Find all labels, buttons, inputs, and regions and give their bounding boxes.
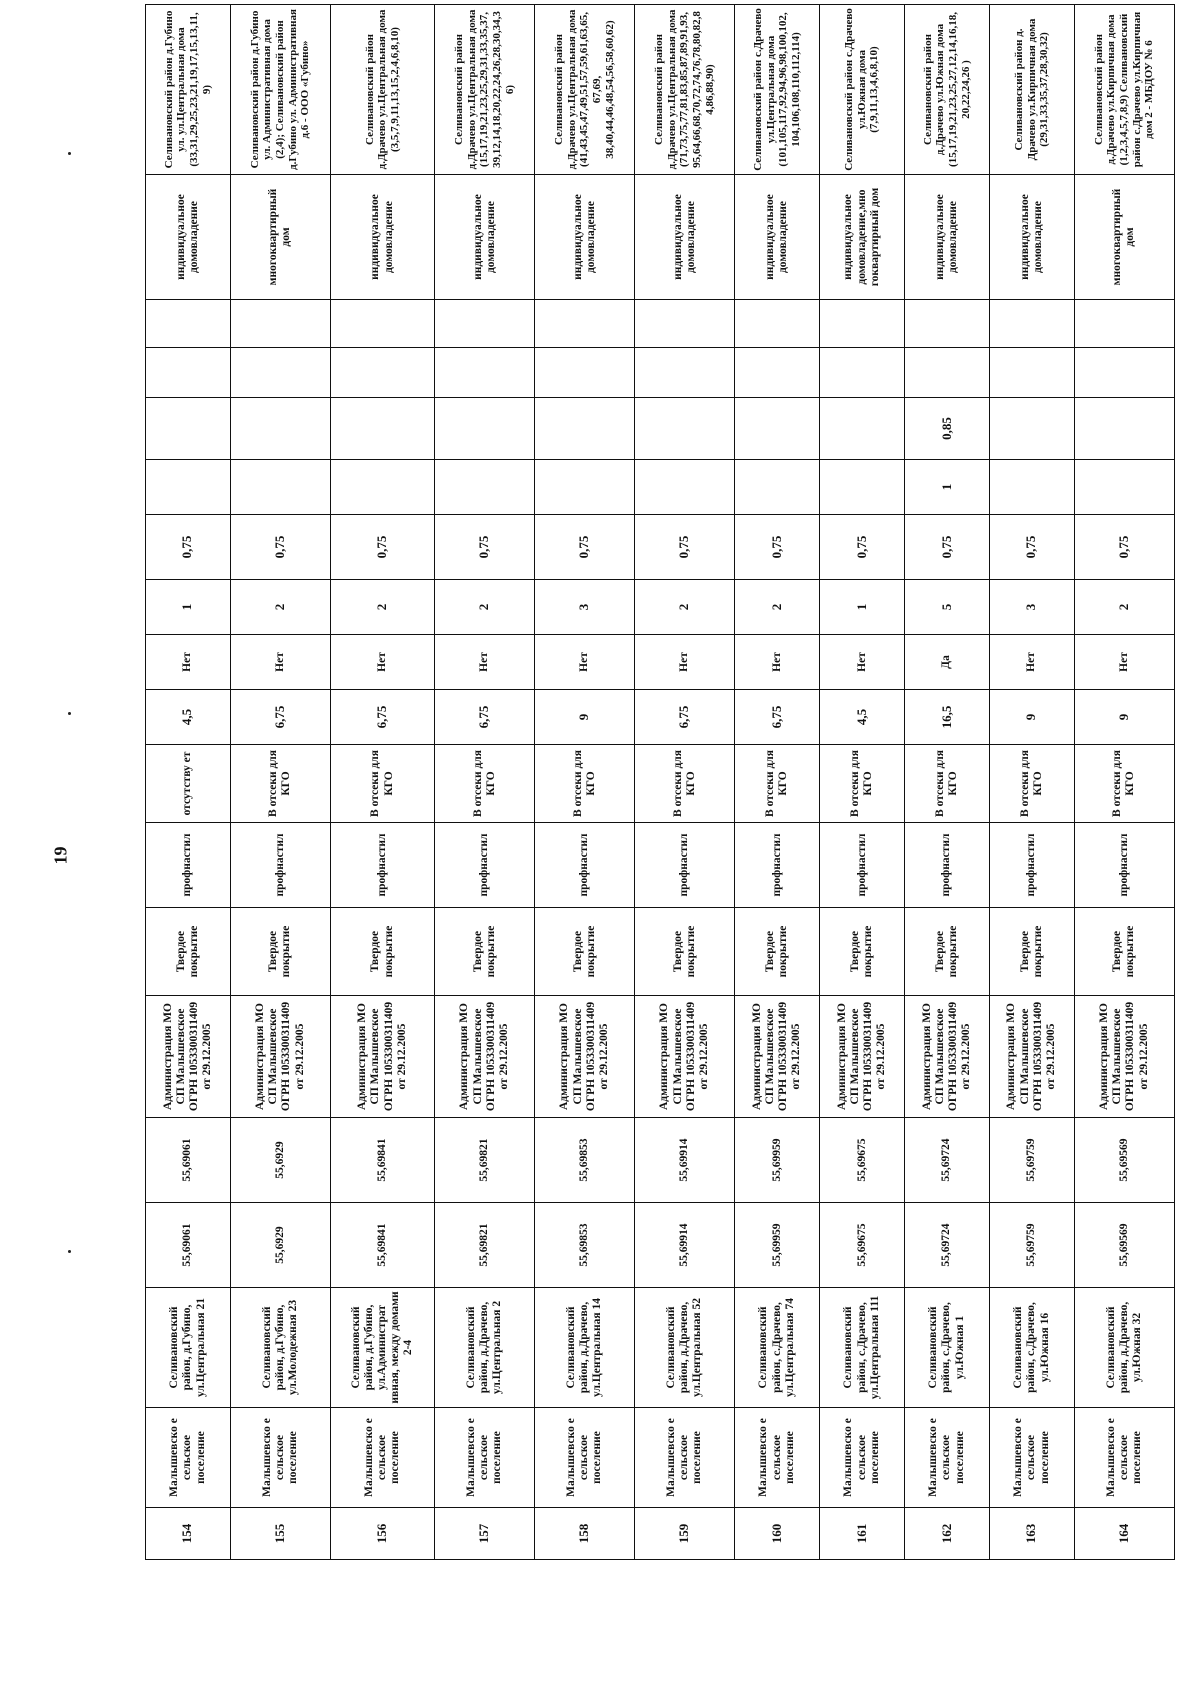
cell-container-volume: 0,75 [230,515,330,580]
cell-empty [905,300,990,348]
cell-container-count: 5 [905,580,990,635]
cell-container-type: отсутству ет [146,745,231,823]
cell-fence: профнастил [230,823,330,908]
cell-container-count: 2 [735,580,820,635]
cell-area: 6,75 [435,690,535,745]
cell-location: Селивановский район, д.Драчево, ул.Центральная 2 [435,1288,535,1408]
cell-extra-volume [535,398,635,460]
cell-fence: профнастил [820,823,905,908]
cell-extra-volume [435,398,535,460]
cell-owner: Администрация МО СП Малышевское ОГРН 1053300311409 от 29.12.2005 [820,996,905,1118]
cell-settlement: Малышевско е сельское поселение [435,1408,535,1508]
waste-sites-table [145,4,1175,1560]
table-row [330,5,434,1560]
cell-row-number: 159 [635,1508,735,1560]
cell-extra-volume [989,398,1074,460]
cell-area: 4,5 [146,690,231,745]
cell-empty [230,300,330,348]
cell-settlement: Малышевско е сельское поселение [989,1408,1074,1508]
cell-surface: Твердое покрытие [330,908,434,996]
cell-extra-volume [1074,398,1174,460]
cell-served-addresses: Селивановский район с.Драчево ул.Южная дома (7,9,11,13,4,6,8,10) [820,5,905,175]
cell-area: 4,5 [820,690,905,745]
cell-row-number: 164 [1074,1508,1174,1560]
cell-container-type: В отсеки для КГО [1074,745,1174,823]
cell-empty [435,348,535,398]
cell-container-type: В отсеки для КГО [635,745,735,823]
cell-empty [735,300,820,348]
cell-extra-count [535,460,635,515]
cell-roof: Нет [820,635,905,690]
cell-roof: Нет [330,635,434,690]
cell-container-count: 2 [330,580,434,635]
cell-building-type: индивидуальное домовладение [435,175,535,300]
cell-container-type: В отсеки для КГО [435,745,535,823]
cell-empty [735,348,820,398]
cell-extra-count [230,460,330,515]
cell-roof: Нет [535,635,635,690]
cell-longitude: 55,6929 [230,1118,330,1203]
cell-extra-volume [230,398,330,460]
cell-latitude: 55,69841 [330,1203,434,1288]
cell-owner: Администрация МО СП Малышевское ОГРН 1053300311409 от 29.12.2005 [735,996,820,1118]
cell-longitude: 55,69841 [330,1118,434,1203]
cell-fence: профнастил [435,823,535,908]
cell-surface: Твердое покрытие [989,908,1074,996]
table-row [635,5,735,1560]
cell-settlement: Малышевско е сельское поселение [820,1408,905,1508]
cell-served-addresses: Селивановский район д. Драчево ул.Кирпичная дома (29,31,33,35,37,28,30,32) [989,5,1074,175]
cell-container-type: В отсеки для КГО [820,745,905,823]
table-row [905,5,990,1560]
table-row [435,5,535,1560]
cell-fence: профнастил [735,823,820,908]
cell-latitude: 55,69569 [1074,1203,1174,1288]
cell-container-volume: 0,75 [146,515,231,580]
cell-roof: Нет [146,635,231,690]
cell-row-number: 157 [435,1508,535,1560]
cell-served-addresses: Селивановский район д.Драчево ул.Центральная дома (3,5,7,9,11,13,15,2,4,6,8,10) [330,5,434,175]
cell-settlement: Малышевско е сельское поселение [635,1408,735,1508]
cell-row-number: 156 [330,1508,434,1560]
cell-building-type: индивидуальное домовладение [535,175,635,300]
cell-served-addresses: Селивановский район д.Драчево ул.Центральная дома (15,17,19,21,23,25,29,31,33,35,37, 39,12,14,18,20,22,24,26,28,30,34,3 6) [435,5,535,175]
cell-latitude: 55,69959 [735,1203,820,1288]
cell-roof: Нет [635,635,735,690]
cell-surface: Твердое покрытие [820,908,905,996]
cell-container-volume: 0,75 [989,515,1074,580]
cell-empty [635,348,735,398]
cell-fence: профнастил [535,823,635,908]
cell-location: Селивановский район, д.Губино, ул.Центральная 21 [146,1288,231,1408]
cell-latitude: 55,69061 [146,1203,231,1288]
cell-settlement: Малышевско е сельское поселение [735,1408,820,1508]
cell-location: Селивановский район, д.Губино, ул.Администрат ивная, между домами 2-4 [330,1288,434,1408]
cell-surface: Твердое покрытие [535,908,635,996]
table-row [735,5,820,1560]
cell-building-type: индивидуальное домовладение,мно гоквартирный дом [820,175,905,300]
cell-latitude: 55,69853 [535,1203,635,1288]
cell-row-number: 161 [820,1508,905,1560]
cell-owner: Администрация МО СП Малышевское ОГРН 1053300311409 от 29.12.2005 [535,996,635,1118]
cell-longitude: 55,69569 [1074,1118,1174,1203]
cell-owner: Администрация МО СП Малышевское ОГРН 1053300311409 от 29.12.2005 [435,996,535,1118]
cell-container-volume: 0,75 [635,515,735,580]
cell-empty [435,300,535,348]
cell-roof: Нет [735,635,820,690]
page-number: 19 [50,846,71,865]
cell-row-number: 160 [735,1508,820,1560]
cell-served-addresses: Селивановский район д.Губино ул. ул.Центральная дома (33,31,29,25,23,21,19,17,15,13,11, 9) [146,5,231,175]
cell-longitude: 55,69959 [735,1118,820,1203]
cell-surface: Твердое покрытие [905,908,990,996]
cell-area: 9 [989,690,1074,745]
cell-location: Селивановский район, д.Драчево, ул.Центральная 14 [535,1288,635,1408]
cell-container-volume: 0,75 [735,515,820,580]
cell-location: Селивановский район, д.Драчево, ул.Центральная 52 [635,1288,735,1408]
cell-area: 6,75 [330,690,434,745]
cell-roof: Да [905,635,990,690]
cell-container-count: 2 [635,580,735,635]
cell-surface: Твердое покрытие [230,908,330,996]
cell-empty [146,300,231,348]
cell-settlement: Малышевско е сельское поселение [1074,1408,1174,1508]
cell-location: Селивановский район, с.Драчево, ул.Южная 1 [905,1288,990,1408]
cell-container-count: 1 [146,580,231,635]
cell-extra-count [1074,460,1174,515]
cell-fence: профнастил [146,823,231,908]
cell-latitude: 55,6929 [230,1203,330,1288]
cell-extra-volume: 0,85 [905,398,990,460]
table-row [230,5,330,1560]
cell-container-count: 2 [435,580,535,635]
table-row [535,5,635,1560]
cell-container-volume: 0,75 [435,515,535,580]
cell-building-type: многоквартирный дом [1074,175,1174,300]
cell-empty [905,348,990,398]
cell-longitude: 55,69724 [905,1118,990,1203]
cell-longitude: 55,69675 [820,1118,905,1203]
cell-empty [989,300,1074,348]
cell-container-type: В отсеки для КГО [330,745,434,823]
cell-served-addresses: Селивановский район с.Драчево ул.Центральная дома (101,105,117,92,94,96,98,100,102, 104,106,108,110,112,114) [735,5,820,175]
cell-building-type: индивидуальное домовладение [635,175,735,300]
table-row [1074,5,1174,1560]
cell-building-type: индивидуальное домовладение [146,175,231,300]
cell-surface: Твердое покрытие [435,908,535,996]
scan-speck [68,1250,71,1253]
cell-container-volume: 0,75 [905,515,990,580]
cell-row-number: 162 [905,1508,990,1560]
cell-row-number: 154 [146,1508,231,1560]
cell-building-type: индивидуальное домовладение [735,175,820,300]
cell-fence: профнастил [1074,823,1174,908]
cell-container-count: 3 [535,580,635,635]
cell-empty [635,300,735,348]
cell-longitude: 55,69853 [535,1118,635,1203]
cell-extra-count [146,460,231,515]
cell-row-number: 163 [989,1508,1074,1560]
cell-extra-volume [820,398,905,460]
cell-owner: Администрация МО СП Малышевское ОГРН 1053300311409 от 29.12.2005 [989,996,1074,1118]
cell-extra-volume [146,398,231,460]
cell-empty [1074,300,1174,348]
cell-longitude: 55,69821 [435,1118,535,1203]
cell-extra-volume [735,398,820,460]
cell-container-volume: 0,75 [330,515,434,580]
cell-settlement: Малышевско е сельское поселение [146,1408,231,1508]
cell-location: Селивановский район, д.Губино, ул.Молодежная 23 [230,1288,330,1408]
cell-row-number: 158 [535,1508,635,1560]
cell-container-volume: 0,75 [1074,515,1174,580]
cell-empty [330,300,434,348]
cell-settlement: Малышевско е сельское поселение [330,1408,434,1508]
cell-container-count: 1 [820,580,905,635]
cell-building-type: индивидуальное домовладение [989,175,1074,300]
cell-area: 6,75 [735,690,820,745]
cell-container-type: В отсеки для КГО [905,745,990,823]
cell-extra-count [820,460,905,515]
cell-empty [535,348,635,398]
rotated-table-container [145,8,1175,1560]
scan-speck [68,152,71,155]
cell-owner: Администрация МО СП Малышевское ОГРН 1053300311409 от 29.12.2005 [330,996,434,1118]
cell-latitude: 55,69759 [989,1203,1074,1288]
cell-empty [1074,348,1174,398]
cell-empty [330,348,434,398]
cell-area: 9 [1074,690,1174,745]
cell-served-addresses: Селивановский район д.Драчево ул.Центральная дома (41,43,45,47,49,51,57,59,61,63,65, 67,69, 38,40,44,46,48,54,56,58,60,62) [535,5,635,175]
cell-empty [820,300,905,348]
cell-latitude: 55,69724 [905,1203,990,1288]
cell-roof: Нет [230,635,330,690]
cell-empty [230,348,330,398]
cell-roof: Нет [1074,635,1174,690]
cell-row-number: 155 [230,1508,330,1560]
cell-area: 6,75 [230,690,330,745]
cell-building-type: индивидуальное домовладение [905,175,990,300]
cell-latitude: 55,69821 [435,1203,535,1288]
cell-fence: профнастил [905,823,990,908]
cell-settlement: Малышевско е сельское поселение [230,1408,330,1508]
cell-longitude: 55,69759 [989,1118,1074,1203]
cell-area: 9 [535,690,635,745]
cell-owner: Администрация МО СП Малышевское ОГРН 1053300311409 от 29.12.2005 [230,996,330,1118]
scan-speck [68,712,71,715]
cell-extra-count [735,460,820,515]
cell-extra-count [635,460,735,515]
cell-latitude: 55,69675 [820,1203,905,1288]
cell-container-type: В отсеки для КГО [230,745,330,823]
cell-container-type: В отсеки для КГО [989,745,1074,823]
cell-container-volume: 0,75 [820,515,905,580]
cell-surface: Твердое покрытие [735,908,820,996]
cell-roof: Нет [989,635,1074,690]
cell-fence: профнастил [989,823,1074,908]
cell-surface: Твердое покрытие [635,908,735,996]
cell-served-addresses: Селивановский район д.Губино ул. Административная дома (2,4); Селивановский район д.Губино ул. Административная д.6 - ООО «Губино» [230,5,330,175]
cell-settlement: Малышевско е сельское поселение [905,1408,990,1508]
cell-empty [146,348,231,398]
cell-empty [820,348,905,398]
cell-longitude: 55,69914 [635,1118,735,1203]
cell-fence: профнастил [330,823,434,908]
table-row [989,5,1074,1560]
cell-extra-count [989,460,1074,515]
table-row [820,5,905,1560]
cell-container-count: 2 [230,580,330,635]
cell-building-type: многоквартирный дом [230,175,330,300]
cell-longitude: 55,69061 [146,1118,231,1203]
cell-settlement: Малышевско е сельское поселение [535,1408,635,1508]
cell-served-addresses: Селивановский район д.Драчево ул.Южная дома (15,17,19,21,23,25,27,12,14,16,18, 20,22,24,26 ) [905,5,990,175]
cell-latitude: 55,69914 [635,1203,735,1288]
cell-location: Селивановский район, д.Драчево, ул.Южная 32 [1074,1288,1174,1408]
table-row [146,5,231,1560]
cell-owner: Администрация МО СП Малышевское ОГРН 1053300311409 от 29.12.2005 [905,996,990,1118]
cell-empty [535,300,635,348]
cell-roof: Нет [435,635,535,690]
cell-served-addresses: Селивановский район д.Драчево ул.Кирпичная дома (1,2,3,4,5,7,8,9) Селивановский район с.Драчево ул.Кирпичная дом 2 - МБДОУ № 6 [1074,5,1174,175]
cell-served-addresses: Селивановский район д.Драчево ул.Центральная дома (71,73,75,77,81,83,85,87,89,91,93, 95,64,66,68,70,72,74,76,78,80,82,8 4,86,88,90) [635,5,735,175]
cell-location: Селивановский район, с.Драчево, ул.Центральная 74 [735,1288,820,1408]
cell-container-type: В отсеки для КГО [735,745,820,823]
cell-surface: Твердое покрытие [146,908,231,996]
cell-container-count: 3 [989,580,1074,635]
cell-building-type: индивидуальное домовладение [330,175,434,300]
cell-extra-volume [330,398,434,460]
cell-location: Селивановский район, с.Драчево, ул.Центральная 111 [820,1288,905,1408]
cell-extra-count [330,460,434,515]
cell-extra-count: 1 [905,460,990,515]
cell-container-type: В отсеки для КГО [535,745,635,823]
cell-location: Селивановский район, с.Драчево, ул.Южная 16 [989,1288,1074,1408]
cell-container-volume: 0,75 [535,515,635,580]
cell-area: 6,75 [635,690,735,745]
cell-owner: Администрация МО СП Малышевское ОГРН 1053300311409 от 29.12.2005 [1074,996,1174,1118]
cell-surface: Твердое покрытие [1074,908,1174,996]
cell-fence: профнастил [635,823,735,908]
cell-area: 16,5 [905,690,990,745]
cell-extra-count [435,460,535,515]
cell-container-count: 2 [1074,580,1174,635]
cell-extra-volume [635,398,735,460]
cell-owner: Администрация МО СП Малышевское ОГРН 1053300311409 от 29.12.2005 [146,996,231,1118]
cell-owner: Администрация МО СП Малышевское ОГРН 1053300311409 от 29.12.2005 [635,996,735,1118]
cell-empty [989,348,1074,398]
